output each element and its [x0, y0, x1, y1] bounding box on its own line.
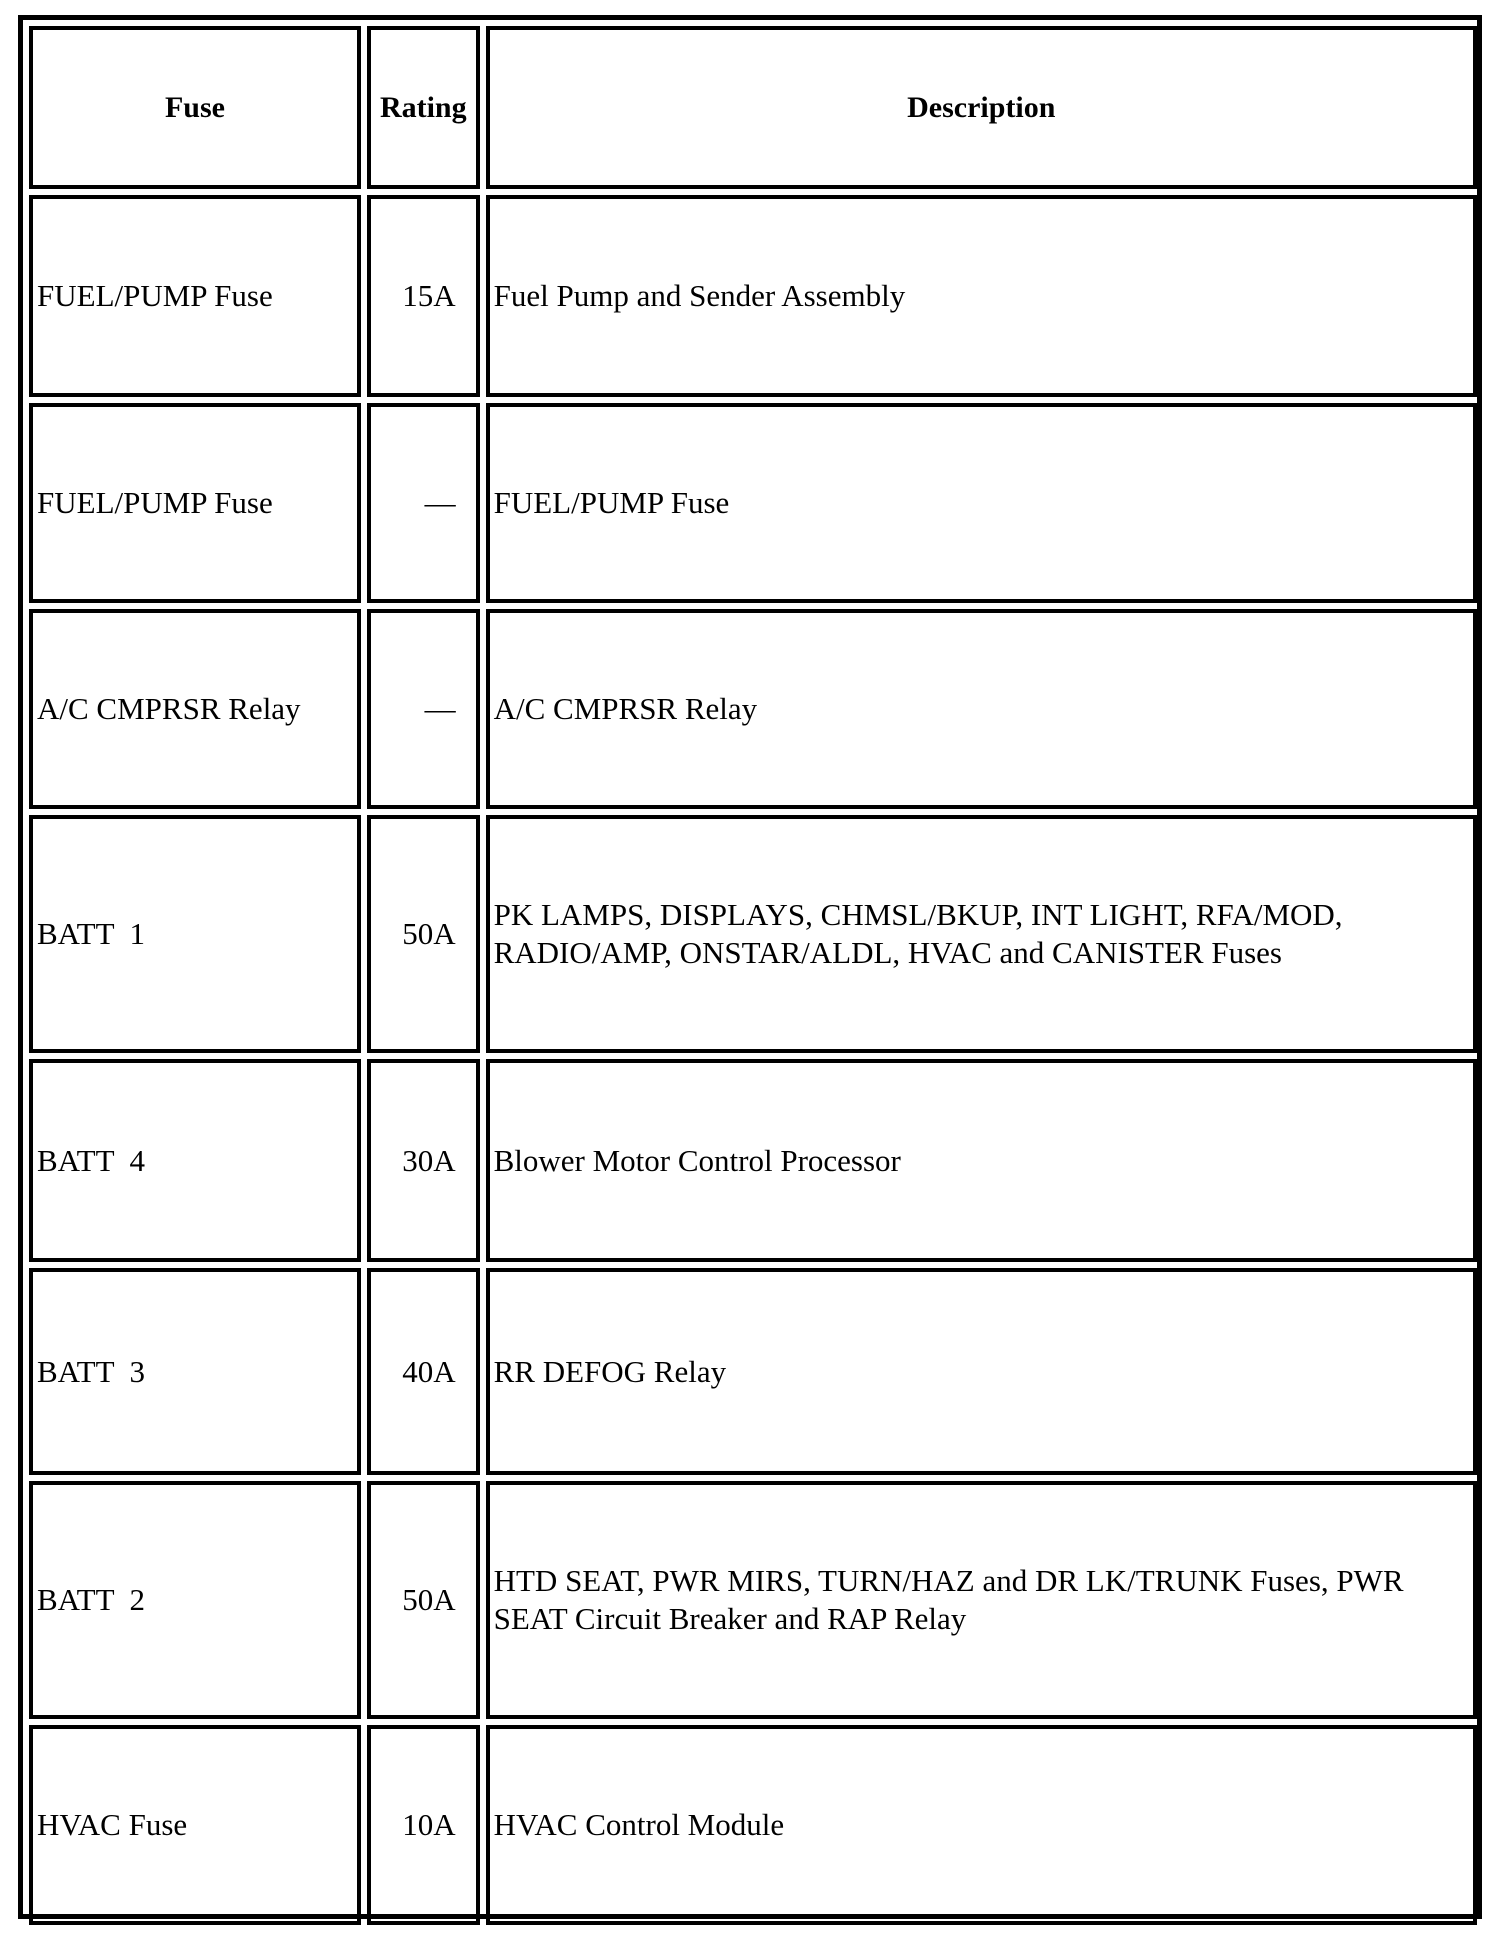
description-cell: PK LAMPS, DISPLAYS, CHMSL/BKUP, INT LIGHT, RFA/MOD, RADIO/AMP, ONSTAR/ALDL, HVAC and CANISTER Fuses — [486, 815, 1477, 1053]
fuse-cell: HVAC Fuse — [29, 1725, 361, 1925]
description-cell: FUEL/PUMP Fuse — [486, 403, 1477, 603]
rating-cell: 10A — [367, 1725, 480, 1925]
table-row — [29, 195, 1477, 397]
description-cell: A/C CMPRSR Relay — [486, 609, 1477, 809]
rating-cell: — — [367, 609, 480, 809]
table-row — [29, 815, 1477, 1053]
fuse-table — [23, 20, 1483, 1931]
fuse-cell: BATT 1 — [29, 815, 361, 1053]
table-row — [29, 1268, 1477, 1475]
fuse-cell: BATT 3 — [29, 1268, 361, 1475]
table-row — [29, 1481, 1477, 1719]
fuse-cell: FUEL/PUMP Fuse — [29, 403, 361, 603]
rating-cell: — — [367, 403, 480, 603]
description-cell: HTD SEAT, PWR MIRS, TURN/HAZ and DR LK/TRUNK Fuses, PWR SEAT Circuit Breaker and RAP Relay — [486, 1481, 1477, 1719]
rating-cell: 50A — [367, 815, 480, 1053]
header-description: Description — [486, 26, 1477, 189]
description-cell: HVAC Control Module — [486, 1725, 1477, 1925]
fuse-cell: BATT 4 — [29, 1059, 361, 1262]
header-fuse: Fuse — [29, 26, 361, 189]
fuse-cell: BATT 2 — [29, 1481, 361, 1719]
rating-cell: 40A — [367, 1268, 480, 1475]
table-row — [29, 609, 1477, 809]
rating-cell: 15A — [367, 195, 480, 397]
fuse-table-frame — [18, 15, 1482, 1919]
header-row — [29, 26, 1477, 189]
fuse-cell: A/C CMPRSR Relay — [29, 609, 361, 809]
table-row — [29, 1725, 1477, 1925]
rating-cell: 30A — [367, 1059, 480, 1262]
description-cell: Blower Motor Control Processor — [486, 1059, 1477, 1262]
rating-cell: 50A — [367, 1481, 480, 1719]
table-row — [29, 1059, 1477, 1262]
description-cell: Fuel Pump and Sender Assembly — [486, 195, 1477, 397]
table-row — [29, 403, 1477, 603]
fuse-cell: FUEL/PUMP Fuse — [29, 195, 361, 397]
header-rating: Rating — [367, 26, 480, 189]
description-cell: RR DEFOG Relay — [486, 1268, 1477, 1475]
